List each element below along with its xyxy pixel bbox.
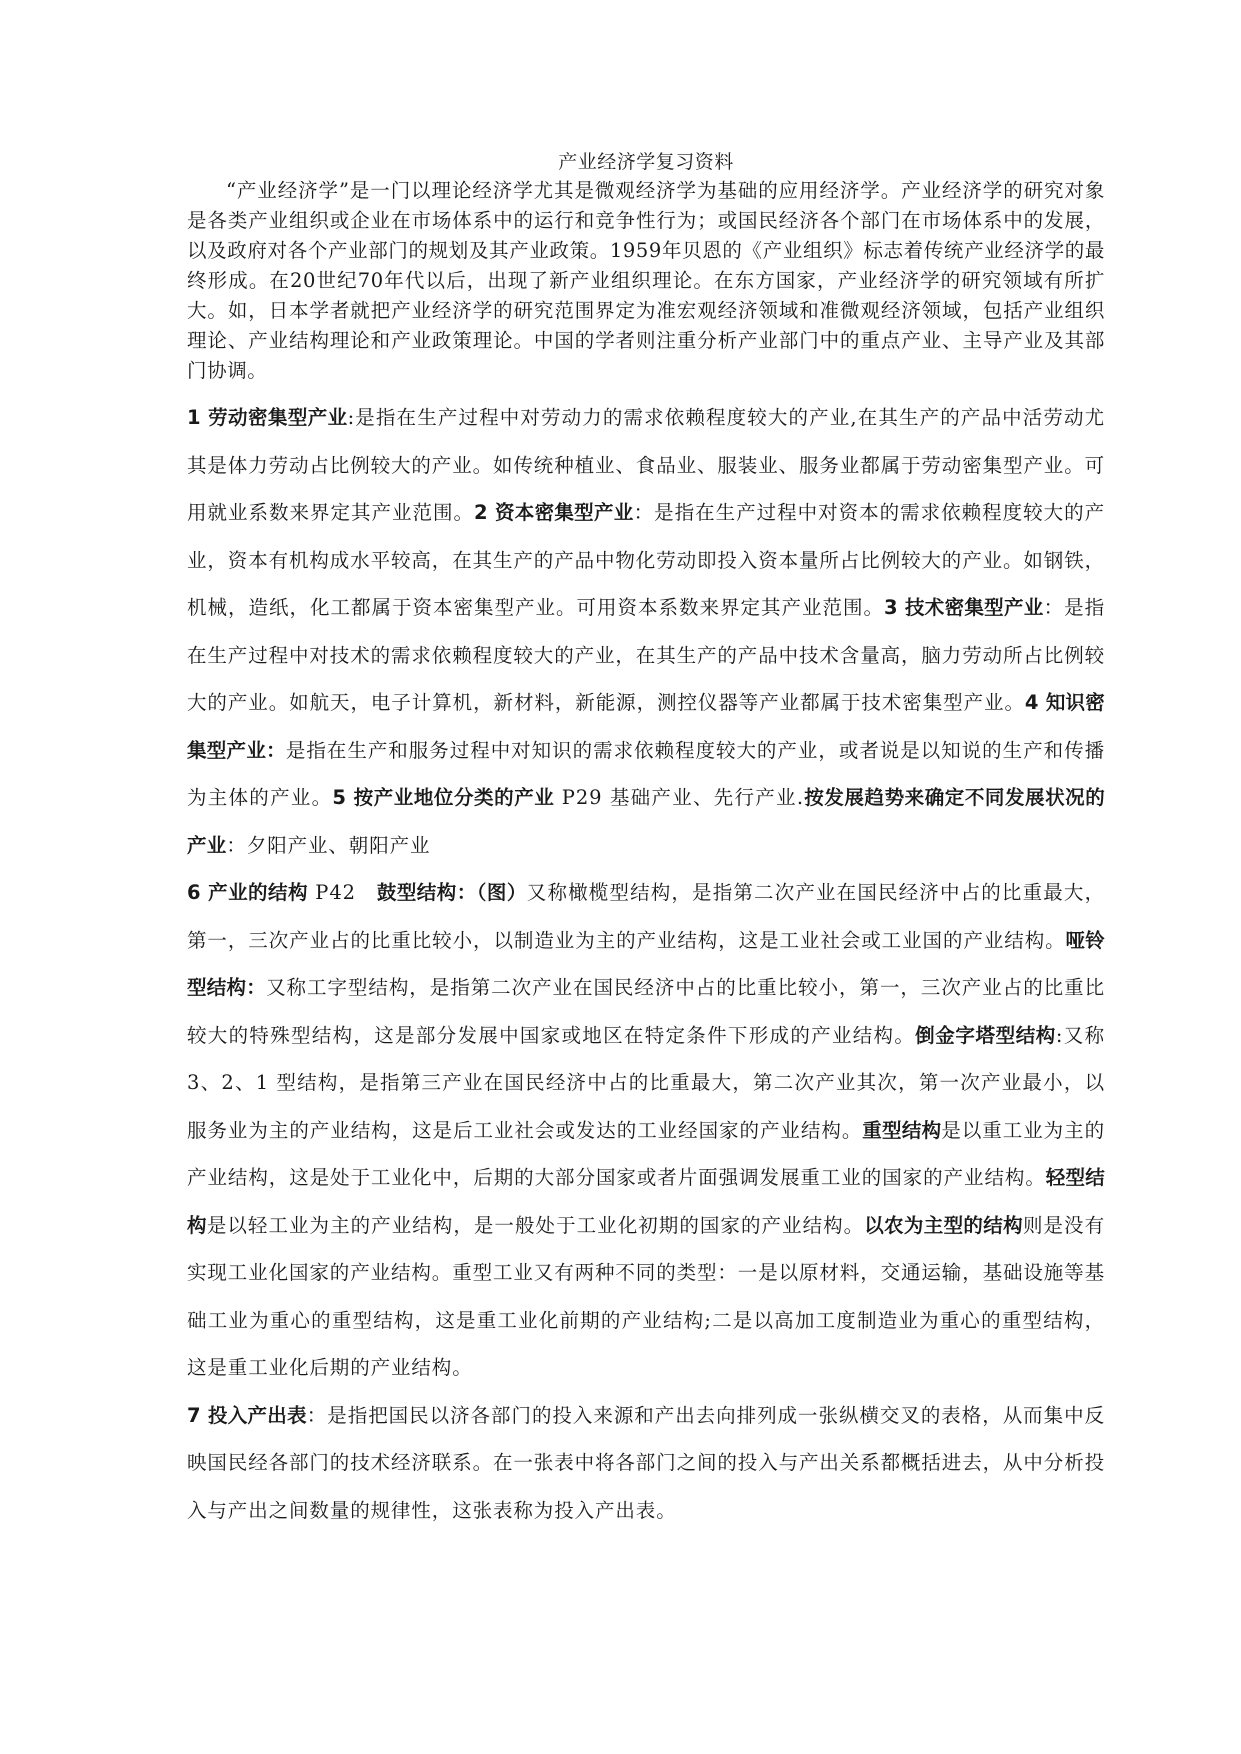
definition-text: 又称橄榄型结构，是指第二次产业在国民经济中占的比重最大，第一，三次产业占的比重比较小，以制造业为主的产业结构，这是工业社会或工业国的产业结构。	[187, 881, 1105, 952]
definition-text: P29 基础产业、先行产业.	[561, 786, 804, 809]
term-number: 3	[884, 596, 898, 619]
term-capital-intensive: 资本密集型产业	[494, 501, 634, 524]
term-industry-structure: 产业的结构	[208, 881, 308, 904]
term-number: 6	[187, 881, 201, 904]
input-output-paragraph	[187, 1392, 1105, 1535]
document-title: 产业经济学复习资料	[558, 151, 734, 173]
definition-text: 是指在生产和服务过程中对知识的需求依赖程度较大的产业，或者说是以知说的生产和传播为主体的产业。	[187, 738, 1105, 809]
term-knowledge-intensive: 知识密集型产业：	[187, 691, 1105, 762]
definition-text: 则是没有实现工业化国家的产业结构。重型工业又有两种不同的类型：一是以原材料，交通运输，基础设施等基础工业为重心的重型结构，这是重工业化前期的产业结构;二是以高加工度制造业为重心的重型结构，这是重工业化后期的产业结构。	[187, 1213, 1106, 1379]
term-drum-structure: 鼓型结构：（图）	[376, 881, 527, 904]
industry-structure-paragraph	[187, 869, 1105, 1392]
term-dumbbell-structure: 哑铃型结构：	[187, 928, 1105, 999]
term-agriculture-structure: 以农为主型的结构	[864, 1213, 1023, 1237]
term-number: 1	[187, 406, 201, 429]
definition-text: ：是指在生产过程中对资本的需求依赖程度较大的产业，资本有机构成水平较高，在其生产的产品中物化劳动即投入资本量所占比例较大的产业。如钢铁，机械，造纸，化工都属于资本密集型产业。可用资本系数来界定其产业范围。	[187, 501, 1106, 619]
term-light-structure: 轻型结构	[187, 1166, 1105, 1237]
definition-text: 是以轻工业为主的产业结构，是一般处于工业化初期的国家的产业结构。	[206, 1213, 865, 1237]
page-reference: P42	[307, 881, 377, 904]
definition-text: 是以重工业为主的产业结构，这是处于工业化中，后期的大部分国家或者片面强调发展重工业的国家的产业结构。	[187, 1118, 1106, 1189]
definition-text: ：是指把国民以济各部门的投入来源和产出去向排列成一张纵横交叉的表格，从而集中反映国民经各部门的技术经济联系。在一张表中将各部门之间的投入与产出关系都概括进去，从中分析投入与产出之间数量的规律性，这张表称为投入产出表。	[187, 1403, 1106, 1522]
term-labor-intensive: 劳动密集型产业	[208, 406, 348, 429]
definition-text: :是指在生产过程中对劳动力的需求依赖程度较大的产业,在其生产的产品中活劳动尤其是体力劳动占比例较大的产业。如传统种植业、食品业、服装业、服务业都属于劳动密集型产业。可用就业系数来界定其产业范围。	[187, 406, 1106, 524]
term-input-output-table: 投入产出表	[207, 1403, 307, 1427]
term-heavy-structure: 重型结构	[862, 1118, 942, 1142]
term-number: 2	[474, 501, 488, 524]
definition-text: 又称工字型结构，是指第二次产业在国民经济中占的比重比较小，第一，三次产业占的比重比较大的特殊型结构，这是部分发展中国家或地区在特定条件下形成的产业结构。	[187, 976, 1105, 1047]
industry-types-paragraph	[187, 394, 1105, 869]
definition-text: :又称 3、2、1 型结构，是指第三产业在国民经济中占的比重最大，第二次产业其次，第一次产业最小，以服务业为主的产业结构，这是后工业社会或发达的工业经国家的产业结构。	[187, 1023, 1105, 1142]
term-number: 7	[187, 1403, 201, 1427]
term-inverted-pyramid: 倒金字塔型结构	[915, 1023, 1056, 1047]
document-page	[187, 140, 1105, 1534]
term-number: 5	[332, 786, 347, 809]
definition-text: ：夕阳产业、朝阳产业	[226, 833, 431, 857]
term-number: 4	[1024, 691, 1039, 714]
intro-paragraph: “产业经济学”是一门以理论经济学尤其是微观经济学为基础的应用经济学。产业经济学的研究对象是各类产业组织或企业在市场体系中的运行和竞争性行为；或国民经济各个部门在市场体系中的发展，以及政府对各个产业部门的规划及其产业政策。1959年贝恩的《产业组织》标志着传统产业经济学的最终形成。在20世纪70年代以后，出现了新产业组织理论。在东方国家，产业经济学的研究领域有所扩大。如，日本学者就把产业经济学的研究范围界定为准宏观经济领域和准微观经济领域，包括产业组织理论、产业结构理论和产业政策理论。中国的学者则注重分析产业部门中的重点产业、主导产业及其部门协调。	[187, 179, 1105, 382]
term-technology-intensive: 技术密集型产业	[904, 596, 1044, 619]
definition-text: ：是指在生产过程中对技术的需求依赖程度较大的产业，在其生产的产品中技术含量高，脑力劳动所占比例较大的产业。如航天，电子计算机，新材料，新能源，测控仪器等产业都属于技术密集型产业。	[187, 596, 1106, 714]
term-development-trend: 按发展趋势来确定不同发展状况的产业	[187, 786, 1105, 857]
term-industry-status: 按产业地位分类的产业	[353, 786, 555, 809]
